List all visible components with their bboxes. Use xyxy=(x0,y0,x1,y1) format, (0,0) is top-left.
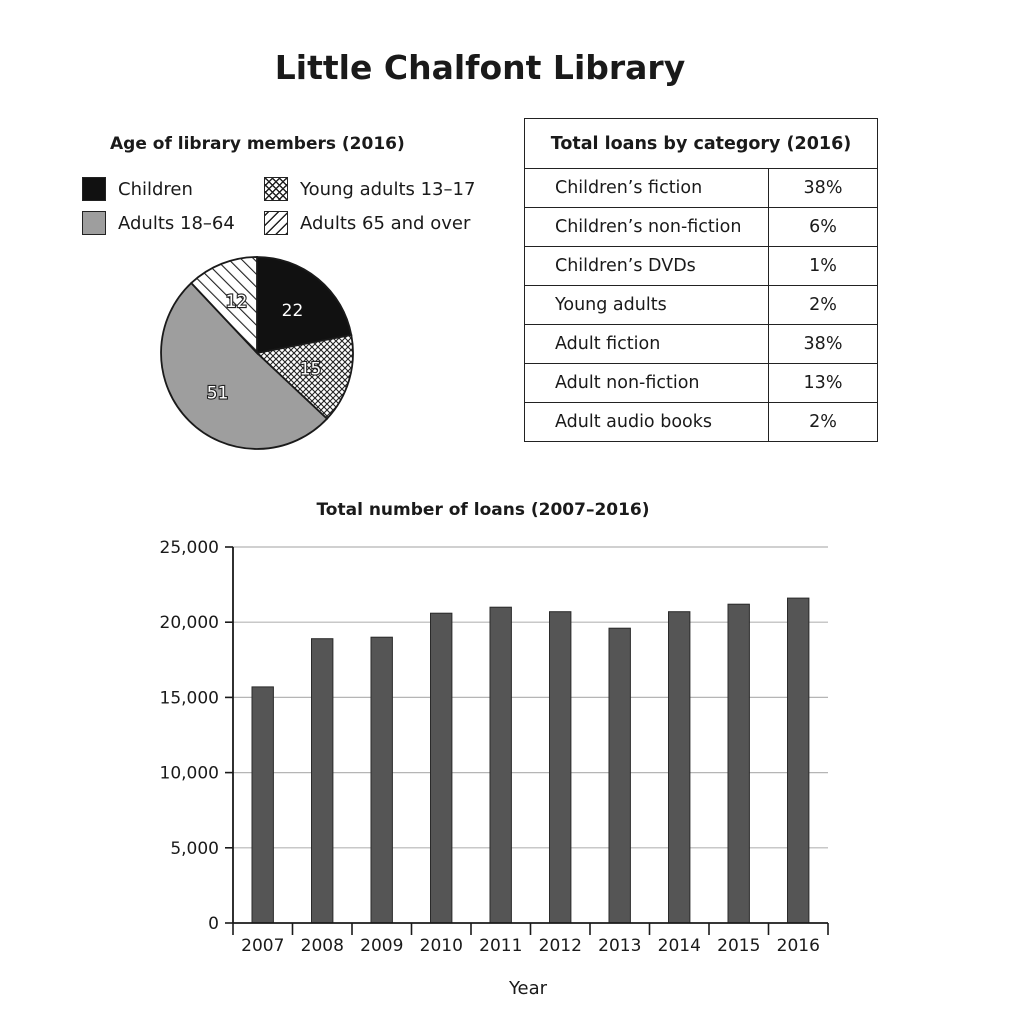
bar-2016 xyxy=(788,598,809,923)
bar-chart-title: Total number of loans (2007–2016) xyxy=(316,500,650,520)
x-tick-label: 2015 xyxy=(717,936,761,956)
table-cell-category: Children’s non-fiction xyxy=(525,208,769,247)
pie-slice-label: 51 xyxy=(206,383,229,404)
table-cell-category: Adult fiction xyxy=(525,325,769,364)
legend-item-young-adults xyxy=(264,177,475,201)
legend-swatch-adults xyxy=(82,211,106,235)
y-tick-label: 20,000 xyxy=(159,613,219,634)
bar-2014 xyxy=(669,612,690,923)
x-tick-label: 2013 xyxy=(598,936,642,956)
loans-by-category-table xyxy=(524,118,878,442)
table-cell-percentage: 2% xyxy=(769,286,878,325)
pie-chart xyxy=(150,245,365,460)
x-tick-label: 2009 xyxy=(360,936,404,956)
legend-swatch-young-adults xyxy=(264,177,288,201)
table-cell-percentage: 6% xyxy=(769,208,878,247)
x-tick-label: 2012 xyxy=(538,936,582,956)
x-tick-label: 2007 xyxy=(241,936,285,956)
table-row xyxy=(525,247,878,286)
table-row xyxy=(525,169,878,208)
bar-chart xyxy=(0,480,1017,1020)
table-cell-category: Adult audio books xyxy=(525,403,769,442)
table-cell-category: Young adults xyxy=(525,286,769,325)
table-cell-percentage: 2% xyxy=(769,403,878,442)
x-tick-label: 2008 xyxy=(300,936,344,956)
page-title: Little Chalfont Library xyxy=(274,48,686,87)
y-tick-label: 5,000 xyxy=(170,838,219,859)
bar-2012 xyxy=(550,612,571,923)
x-axis-label: Year xyxy=(508,978,548,999)
table-cell-category: Adult non-fiction xyxy=(525,364,769,403)
legend-swatch-seniors xyxy=(264,211,288,235)
pie-slice-label: 15 xyxy=(299,359,322,380)
table-row xyxy=(525,286,878,325)
bar-2009 xyxy=(371,637,392,923)
y-tick-label: 15,000 xyxy=(159,688,219,709)
table-title: Total loans by category (2016) xyxy=(525,119,878,169)
bar-2008 xyxy=(312,639,333,923)
x-tick-label: 2016 xyxy=(776,936,820,956)
table-cell-percentage: 38% xyxy=(769,325,878,364)
bar-2010 xyxy=(431,613,452,923)
x-tick-label: 2010 xyxy=(419,936,463,956)
table-row xyxy=(525,364,878,403)
y-tick-label: 25,000 xyxy=(159,538,219,558)
legend-item-children xyxy=(82,177,193,201)
pie-chart-title: Age of library members (2016) xyxy=(110,134,405,154)
table-row xyxy=(525,208,878,247)
y-tick-label: 0 xyxy=(208,914,219,934)
table-row xyxy=(525,325,878,364)
x-tick-label: 2014 xyxy=(657,936,701,956)
legend-label: Adults 18–64 xyxy=(118,212,235,234)
table-cell-category: Children’s DVDs xyxy=(525,247,769,286)
x-tick-label: 2011 xyxy=(479,936,523,956)
table-cell-percentage: 13% xyxy=(769,364,878,403)
legend-label: Adults 65 and over xyxy=(300,212,471,234)
table-cell-percentage: 38% xyxy=(769,169,878,208)
y-tick-label: 10,000 xyxy=(159,763,219,784)
legend-label: Children xyxy=(118,178,193,200)
table-cell-percentage: 1% xyxy=(769,247,878,286)
table-row xyxy=(525,403,878,442)
bar-2007 xyxy=(252,687,273,923)
table-cell-category: Children’s fiction xyxy=(525,169,769,208)
legend-item-seniors xyxy=(264,211,470,235)
bar-2011 xyxy=(490,607,511,923)
pie-slice-label: 12 xyxy=(225,292,248,313)
pie-slice-label: 22 xyxy=(281,301,304,322)
bar-2015 xyxy=(728,604,749,923)
legend-label: Young adults 13–17 xyxy=(300,178,476,200)
legend-item-adults xyxy=(82,211,235,235)
bar-2013 xyxy=(609,628,630,923)
legend-swatch-children xyxy=(82,177,106,201)
